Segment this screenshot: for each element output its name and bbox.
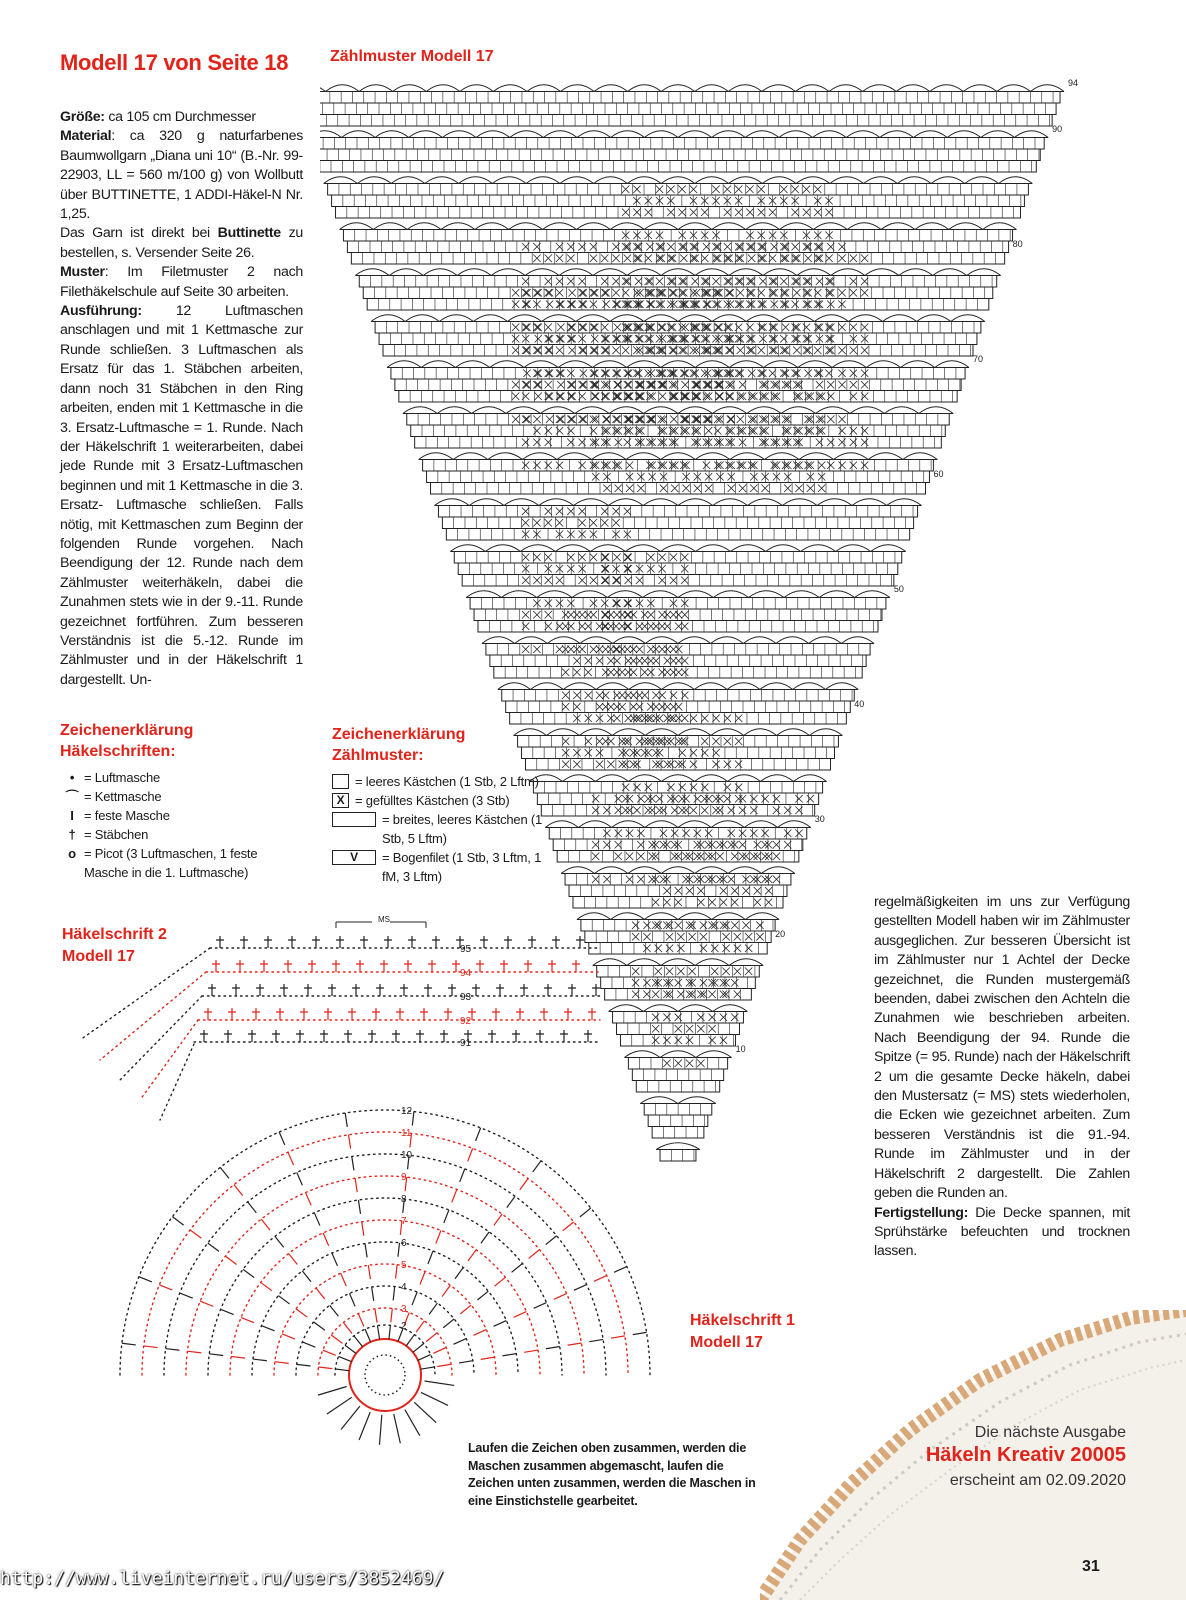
bogenfilet-row bbox=[320, 131, 1048, 138]
row-label: 10 bbox=[735, 1044, 746, 1054]
haekelschrift-1-title-1: Häkelschrift 1 bbox=[690, 1312, 795, 1329]
filet-row bbox=[510, 713, 847, 725]
filet-row bbox=[474, 609, 882, 621]
note-text: Laufen die Zeichen oben zusammen, werden die Maschen zusammen abgemascht, laufen die Zeichen unten zusammen, werden die Maschen in eine Einstichstelle gearbeitet. bbox=[468, 1441, 756, 1508]
filet-row bbox=[320, 103, 1056, 115]
filet-row bbox=[506, 701, 851, 713]
bogenfilet-row bbox=[339, 223, 1016, 230]
legend-symbol: ⌒ bbox=[65, 789, 79, 804]
round-label: 3 bbox=[401, 1304, 407, 1315]
row-label: 50 bbox=[893, 584, 904, 594]
watermark-url: http://www.liveinternet.ru/users/3852469/ bbox=[0, 1568, 445, 1589]
legend-haekel-item bbox=[60, 768, 320, 787]
round-label: 95 bbox=[460, 944, 472, 955]
filet-row bbox=[431, 483, 926, 495]
filet-row bbox=[359, 276, 996, 288]
filet-row bbox=[522, 747, 835, 759]
bogenfilet-row bbox=[450, 545, 905, 552]
garn-text-2: zu bestellen, s. Versender Seite 26. bbox=[60, 225, 303, 261]
bogenfilet-row bbox=[561, 867, 795, 874]
filet-row bbox=[454, 552, 901, 564]
filet-row bbox=[478, 621, 878, 633]
row-label: 20 bbox=[775, 929, 786, 939]
ausfuehrung-text: 12 Luftmaschen anschlagen und mit 1 Kettmasche zur Runde schließen. 3 Luftmaschen als Ersatz für das 1. Stäbchen arbeiten, dann noch 31 Stäbchen in den Ring arbeiten, enden mit 1 Kettmasche in die 3. Ersatz-Luftmasche = 1. Runde. Nach der Häkelschrift 1 weiterarbeiten, dabei jede Runde mit 3 Ersatz-Luftmaschen beginnen und mit 1 Kettmasche in die 3. Ersatz- Luftmasche schließen. Falls nötig, mit Kettmaschen zum Beginn der folgenden Runde vorgehen. Nach Beendigung der 12. Runde nach dem Zählmuster weiterhäkeln, dabei die Zunahmen stets wie in der 9.-11. Runde gezeichnet fortführen. Zum besseren Verständnis ist die 5.-12. Runde im Zählmuster und in der Häkelschrift 1 dargestellt. Un- bbox=[60, 303, 303, 688]
row-label: 94 bbox=[1068, 78, 1079, 88]
filet-row bbox=[525, 759, 830, 771]
filet-row bbox=[367, 299, 989, 311]
bogenfilet-row bbox=[498, 683, 858, 690]
round-label: 12 bbox=[401, 1106, 413, 1117]
bogenfilet-row bbox=[419, 453, 938, 460]
filet-row bbox=[383, 345, 973, 357]
row-label: 60 bbox=[933, 469, 944, 479]
filet-row bbox=[395, 379, 961, 391]
legend-symbol: I bbox=[70, 808, 74, 823]
continued-text: regelmäßigkeiten im uns zur Verfügung gestellten Modell haben wir im Zählmuster ausgeglichen. Zur besseren Übersicht ist im Zählmuster nur 1 Achtel der Decke gezeichnet, die Runden mustergemäß beenden, dabei zwischen den Achteln die Zunahmen wie beschrieben arbeiten. Nach Beendigung der 94. Runde die Spitze (= 95. Runde) nach der Häkelschrift 2 um die gesamte Decke häkeln, dabei den Mustersatz (= MS) stets wiederholen, die Ecken wie gezeichnet arbeiten. Zum besseren Verständnis ist die 91.-94. Runde im Zählmuster und in der Häkelschrift 2 dargestellt. Die Zahlen geben die Runden an. bbox=[874, 894, 1130, 1202]
round-label: 9 bbox=[401, 1172, 407, 1183]
page-title: Modell 17 von Seite 18 bbox=[60, 50, 289, 75]
promo-line-1: Die nächste Ausgabe bbox=[974, 1424, 1126, 1441]
promo-area bbox=[760, 1310, 1186, 1600]
filet-row bbox=[597, 966, 760, 978]
legend-haekel-item bbox=[60, 844, 320, 882]
legend-haekel-item bbox=[60, 787, 320, 806]
filet-row bbox=[446, 529, 909, 541]
row-label: 90 bbox=[1052, 124, 1063, 134]
round-label: 11 bbox=[401, 1128, 412, 1139]
bogenfilet-row bbox=[609, 1005, 748, 1012]
legend-haekel-item bbox=[60, 825, 320, 844]
round-label: 4 bbox=[401, 1282, 407, 1293]
filet-row bbox=[351, 253, 1004, 265]
legend-haekelschriften bbox=[60, 720, 320, 882]
round-label: 7 bbox=[401, 1216, 407, 1227]
legend-haekel-item bbox=[60, 806, 320, 825]
haekelschrift-2-title-2: Modell 17 bbox=[62, 948, 135, 965]
filet-row bbox=[494, 667, 862, 679]
bogenfilet-row bbox=[434, 499, 921, 506]
legend-label: = feste Masche bbox=[84, 808, 170, 823]
legend-label: = leeres Kästchen (1 Stb, 2 Lftm) bbox=[355, 774, 539, 789]
filet-row bbox=[458, 563, 898, 575]
legend-zaehl-title-2: Zählmuster: bbox=[332, 747, 424, 764]
row-label: 40 bbox=[854, 699, 865, 709]
round-label: 10 bbox=[401, 1150, 413, 1161]
legend-label: = Luftmasche bbox=[84, 770, 161, 785]
garn-bold: Buttinette bbox=[217, 225, 281, 242]
garn-text-1: Das Garn ist direkt bei bbox=[60, 225, 218, 242]
filet-row bbox=[379, 333, 977, 345]
filet-row bbox=[343, 230, 1012, 242]
legend-symbol: o bbox=[68, 846, 76, 861]
ausfuehrung-label: Ausführung: bbox=[60, 303, 142, 320]
fertig-label: Fertigstellung: bbox=[874, 1204, 969, 1221]
filet-row bbox=[442, 517, 913, 529]
round-label: 6 bbox=[401, 1238, 407, 1249]
bogenfilet-row bbox=[355, 269, 1000, 276]
muster-text: : Im Filetmuster 2 nach Filethäkelschule auf Seite 30 arbeiten. bbox=[60, 264, 303, 300]
filet-row bbox=[533, 782, 822, 794]
filet-row bbox=[470, 598, 886, 610]
groesse-label: Größe: bbox=[60, 109, 105, 125]
filet-row bbox=[632, 1069, 723, 1081]
haekelschrift-1-title-2: Modell 17 bbox=[690, 1334, 763, 1351]
bogenfilet-row bbox=[387, 361, 969, 368]
legend-zaehl-title-1: Zeichenerklärung bbox=[332, 726, 466, 743]
instructions-column-left bbox=[60, 108, 303, 690]
bogenfilet-row bbox=[371, 315, 985, 322]
legend-label: = gefülltes Kästchen (3 Stb) bbox=[355, 793, 510, 808]
row-label: 80 bbox=[1012, 239, 1023, 249]
filet-row bbox=[320, 92, 1060, 104]
material-text: : ca 320 g naturfarbenes Baumwollgarn „Diana uni 10“ (B.-Nr. 99-22903, LL = 560 m/100 g) von Wollbutt über BUTTINETTE, 1 ADDI-Häkel-N Nr. 1,25. bbox=[60, 128, 303, 223]
legend-label: = Stäbchen bbox=[84, 827, 149, 842]
legend-label: = Kettmasche bbox=[84, 789, 162, 804]
fertig-text: Die Decke spannen, mit Sprühstärke befeuchten und trocknen lassen. bbox=[874, 1204, 1130, 1260]
bogenfilet-row bbox=[482, 637, 874, 644]
legend-haekel-title-2: Häkelschriften: bbox=[60, 743, 176, 760]
legend-haekel-title-1: Zeichenerklärung bbox=[60, 722, 194, 739]
bogenfilet-row bbox=[624, 1051, 731, 1058]
legend-label: = Bogenfilet (1 Stb, 3 Lftm, 1 fM, 3 Lftm) bbox=[382, 850, 542, 884]
legend-symbol: • bbox=[69, 770, 75, 785]
page-number: 31 bbox=[1082, 1558, 1100, 1575]
ms-label: MS bbox=[378, 915, 390, 924]
bogenfilet-row bbox=[324, 177, 1033, 184]
legend-symbol: † bbox=[68, 827, 76, 842]
filet-row bbox=[347, 241, 1008, 253]
bogenfilet-row bbox=[466, 591, 890, 598]
round-label: 5 bbox=[401, 1260, 407, 1271]
legend-box: V bbox=[332, 850, 376, 865]
round-label: 2 bbox=[401, 1321, 407, 1332]
bogenfilet-row bbox=[529, 775, 826, 782]
filet-row bbox=[391, 368, 965, 380]
haekelschrift-2-title-1: Häkelschrift 2 bbox=[62, 926, 167, 943]
bogenfilet-row bbox=[545, 821, 810, 828]
promo-line-3: erscheint am 02.09.2020 bbox=[949, 1472, 1126, 1489]
filet-row bbox=[320, 149, 1040, 161]
filet-row bbox=[320, 138, 1044, 150]
filet-row bbox=[332, 195, 1025, 207]
filet-row bbox=[375, 322, 981, 334]
muster-label: Muster bbox=[60, 264, 105, 281]
legend-label: = Picot (3 Luftmaschen, 1 feste Masche in die 1. Luftmasche) bbox=[84, 846, 258, 880]
round-label: 93 bbox=[460, 992, 472, 1003]
groesse-text: ca 105 cm Durchmesser bbox=[104, 109, 256, 125]
filet-row bbox=[541, 805, 814, 817]
filet-row bbox=[423, 460, 934, 472]
round-label: 91 bbox=[460, 1038, 472, 1049]
filet-row bbox=[427, 471, 930, 483]
row-label: 70 bbox=[973, 354, 984, 364]
round-label: 92 bbox=[460, 1016, 472, 1027]
bogenfilet-row bbox=[320, 85, 1064, 92]
filet-row bbox=[462, 575, 894, 587]
round-label: 8 bbox=[401, 1194, 407, 1205]
filet-row bbox=[605, 989, 752, 1001]
bogenfilet-row bbox=[514, 729, 843, 736]
bogenfilet-row bbox=[403, 407, 953, 414]
filet-row bbox=[438, 506, 917, 518]
legend-label: = breites, leeres Kästchen (1 Stb, 5 Lftm) bbox=[382, 812, 543, 846]
material-label: Material bbox=[60, 128, 112, 145]
row-label: 30 bbox=[814, 814, 825, 824]
filet-row bbox=[502, 690, 855, 702]
filet-row bbox=[320, 115, 1052, 127]
filet-row bbox=[320, 161, 1036, 173]
filet-row bbox=[336, 207, 1021, 219]
legend-box: X bbox=[332, 793, 349, 808]
zaehlmuster-title: Zählmuster Modell 17 bbox=[330, 48, 494, 65]
filet-row bbox=[549, 828, 807, 840]
filet-row bbox=[363, 287, 993, 299]
promo-line-2: Häkeln Kreativ 20005 bbox=[925, 1444, 1126, 1466]
round-label: 94 bbox=[460, 968, 472, 979]
